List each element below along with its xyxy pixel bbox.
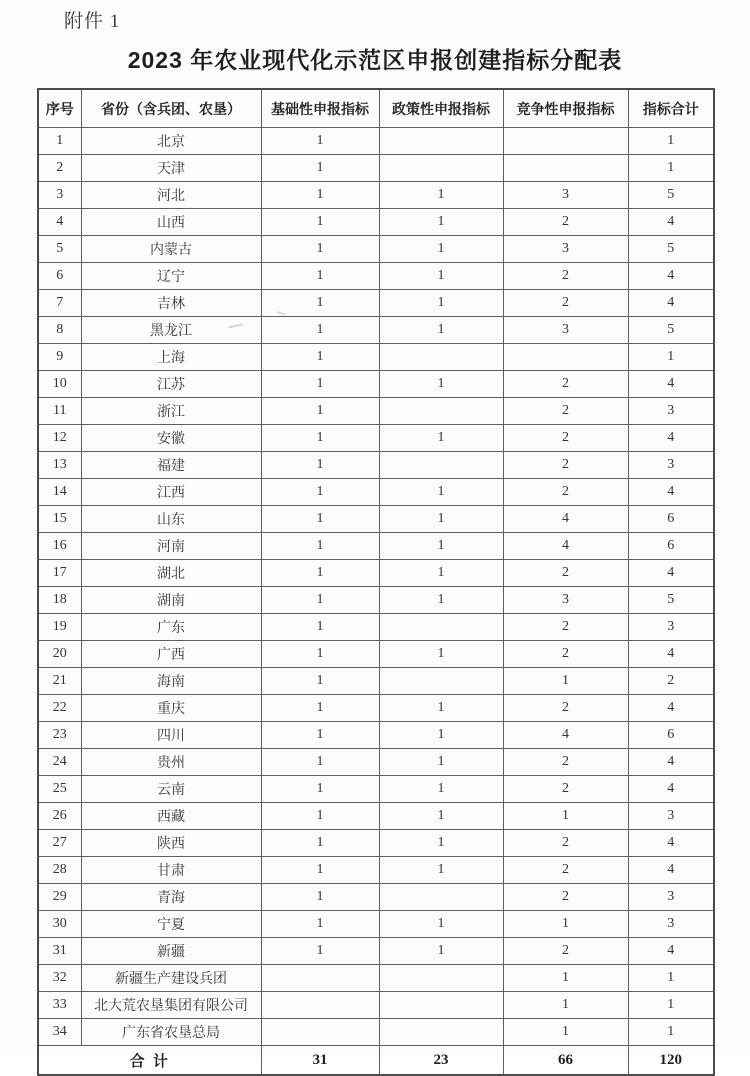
cell-province: 新疆 — [81, 938, 261, 965]
cell-policy: 1 — [379, 587, 503, 614]
cell-basic: 1 — [261, 749, 379, 776]
cell-competitive: 2 — [503, 938, 628, 965]
table-row — [38, 344, 714, 371]
cell-province: 江苏 — [81, 371, 261, 398]
cell-policy: 1 — [379, 938, 503, 965]
cell-index: 30 — [38, 911, 81, 938]
header-row — [38, 89, 714, 128]
cell-policy — [379, 965, 503, 992]
table-row — [38, 209, 714, 236]
cell-competitive: 2 — [503, 857, 628, 884]
cell-province: 河南 — [81, 533, 261, 560]
cell-policy — [379, 614, 503, 641]
cell-index: 6 — [38, 263, 81, 290]
cell-index: 7 — [38, 290, 81, 317]
cell-basic: 1 — [261, 938, 379, 965]
cell-competitive: 2 — [503, 263, 628, 290]
cell-index: 18 — [38, 587, 81, 614]
table-row — [38, 965, 714, 992]
table-row — [38, 884, 714, 911]
cell-competitive: 4 — [503, 533, 628, 560]
cell-province: 贵州 — [81, 749, 261, 776]
cell-province: 江西 — [81, 479, 261, 506]
table-row — [38, 182, 714, 209]
col-header-index: 序号 — [38, 89, 81, 128]
cell-total: 6 — [628, 722, 714, 749]
table-row — [38, 236, 714, 263]
cell-policy: 1 — [379, 506, 503, 533]
cell-index: 19 — [38, 614, 81, 641]
cell-total: 4 — [628, 560, 714, 587]
cell-total: 4 — [628, 857, 714, 884]
cell-province: 湖南 — [81, 587, 261, 614]
cell-policy: 1 — [379, 236, 503, 263]
cell-basic: 1 — [261, 911, 379, 938]
cell-competitive: 2 — [503, 560, 628, 587]
cell-index: 20 — [38, 641, 81, 668]
cell-province: 北大荒农垦集团有限公司 — [81, 992, 261, 1019]
cell-policy — [379, 1019, 503, 1046]
cell-policy: 1 — [379, 560, 503, 587]
cell-total: 4 — [628, 263, 714, 290]
cell-total: 4 — [628, 209, 714, 236]
cell-total: 5 — [628, 182, 714, 209]
col-header-competitive: 竞争性申报指标 — [503, 89, 628, 128]
cell-province: 重庆 — [81, 695, 261, 722]
cell-basic: 1 — [261, 182, 379, 209]
cell-competitive: 1 — [503, 668, 628, 695]
cell-total: 4 — [628, 479, 714, 506]
cell-province: 浙江 — [81, 398, 261, 425]
cell-competitive: 2 — [503, 398, 628, 425]
table-row — [38, 587, 714, 614]
cell-basic — [261, 1019, 379, 1046]
table-row — [38, 668, 714, 695]
cell-competitive: 2 — [503, 776, 628, 803]
cell-policy: 1 — [379, 722, 503, 749]
cell-index: 3 — [38, 182, 81, 209]
cell-basic: 1 — [261, 641, 379, 668]
cell-policy — [379, 155, 503, 182]
table-row — [38, 614, 714, 641]
cell-policy: 1 — [379, 371, 503, 398]
cell-policy — [379, 344, 503, 371]
cell-total: 4 — [628, 425, 714, 452]
cell-basic: 1 — [261, 776, 379, 803]
table-row — [38, 776, 714, 803]
cell-policy: 1 — [379, 803, 503, 830]
table-row — [38, 830, 714, 857]
cell-total: 2 — [628, 668, 714, 695]
cell-index: 31 — [38, 938, 81, 965]
cell-province: 广西 — [81, 641, 261, 668]
table-row — [38, 506, 714, 533]
table-row — [38, 641, 714, 668]
cell-policy — [379, 398, 503, 425]
cell-competitive — [503, 128, 628, 155]
cell-competitive: 2 — [503, 371, 628, 398]
cell-policy: 1 — [379, 425, 503, 452]
cell-total: 4 — [628, 938, 714, 965]
table-row — [38, 749, 714, 776]
cell-policy — [379, 668, 503, 695]
table-row — [38, 425, 714, 452]
cell-competitive: 3 — [503, 182, 628, 209]
cell-index: 23 — [38, 722, 81, 749]
table-row — [38, 695, 714, 722]
cell-province: 山西 — [81, 209, 261, 236]
cell-index: 34 — [38, 1019, 81, 1046]
cell-competitive: 2 — [503, 209, 628, 236]
cell-basic: 1 — [261, 614, 379, 641]
cell-index: 26 — [38, 803, 81, 830]
table-row — [38, 560, 714, 587]
cell-total: 5 — [628, 317, 714, 344]
table-body — [38, 128, 714, 1076]
cell-basic: 1 — [261, 425, 379, 452]
cell-index: 8 — [38, 317, 81, 344]
cell-index: 29 — [38, 884, 81, 911]
cell-index: 9 — [38, 344, 81, 371]
cell-competitive: 3 — [503, 236, 628, 263]
cell-province: 北京 — [81, 128, 261, 155]
cell-index: 32 — [38, 965, 81, 992]
cell-province: 河北 — [81, 182, 261, 209]
cell-index: 2 — [38, 155, 81, 182]
table-row — [38, 263, 714, 290]
cell-total: 3 — [628, 398, 714, 425]
cell-basic — [261, 992, 379, 1019]
cell-competitive: 2 — [503, 290, 628, 317]
col-header-basic: 基础性申报指标 — [261, 89, 379, 128]
cell-province: 天津 — [81, 155, 261, 182]
cell-policy: 1 — [379, 533, 503, 560]
cell-province: 黑龙江 — [81, 317, 261, 344]
cell-total: 3 — [628, 803, 714, 830]
cell-basic: 1 — [261, 317, 379, 344]
cell-index: 10 — [38, 371, 81, 398]
table-row — [38, 479, 714, 506]
cell-province: 海南 — [81, 668, 261, 695]
table-row — [38, 938, 714, 965]
total-value-policy: 23 — [379, 1046, 503, 1076]
table-row — [38, 911, 714, 938]
cell-total: 1 — [628, 965, 714, 992]
table-row — [38, 803, 714, 830]
cell-policy: 1 — [379, 290, 503, 317]
cell-total: 5 — [628, 236, 714, 263]
cell-competitive: 1 — [503, 965, 628, 992]
table-row — [38, 155, 714, 182]
attachment-label: 附件 1 — [64, 11, 121, 32]
cell-total: 1 — [628, 1019, 714, 1046]
cell-index: 27 — [38, 830, 81, 857]
cell-province: 吉林 — [81, 290, 261, 317]
cell-basic: 1 — [261, 290, 379, 317]
cell-policy: 1 — [379, 182, 503, 209]
cell-total: 6 — [628, 533, 714, 560]
cell-competitive: 4 — [503, 506, 628, 533]
cell-basic: 1 — [261, 533, 379, 560]
cell-policy: 1 — [379, 317, 503, 344]
cell-total: 4 — [628, 749, 714, 776]
cell-competitive: 2 — [503, 830, 628, 857]
cell-competitive: 1 — [503, 1019, 628, 1046]
cell-policy — [379, 452, 503, 479]
cell-total: 4 — [628, 290, 714, 317]
cell-competitive: 2 — [503, 452, 628, 479]
cell-policy — [379, 128, 503, 155]
cell-competitive: 1 — [503, 803, 628, 830]
cell-basic: 1 — [261, 803, 379, 830]
table-row — [38, 1019, 714, 1046]
cell-province: 广东省农垦总局 — [81, 1019, 261, 1046]
cell-policy: 1 — [379, 479, 503, 506]
cell-province: 上海 — [81, 344, 261, 371]
table-row — [38, 533, 714, 560]
cell-total: 4 — [628, 371, 714, 398]
total-value-competitive: 66 — [503, 1046, 628, 1076]
cell-index: 14 — [38, 479, 81, 506]
cell-policy: 1 — [379, 776, 503, 803]
cell-competitive: 2 — [503, 695, 628, 722]
cell-competitive — [503, 344, 628, 371]
cell-policy: 1 — [379, 263, 503, 290]
cell-competitive: 2 — [503, 884, 628, 911]
cell-policy: 1 — [379, 749, 503, 776]
cell-index: 17 — [38, 560, 81, 587]
cell-basic: 1 — [261, 857, 379, 884]
cell-total: 1 — [628, 344, 714, 371]
cell-policy: 1 — [379, 641, 503, 668]
table-row — [38, 857, 714, 884]
cell-competitive: 2 — [503, 641, 628, 668]
cell-basic: 1 — [261, 587, 379, 614]
cell-index: 1 — [38, 128, 81, 155]
cell-index: 21 — [38, 668, 81, 695]
allocation-table — [37, 88, 715, 1076]
cell-index: 12 — [38, 425, 81, 452]
cell-basic: 1 — [261, 209, 379, 236]
cell-basic: 1 — [261, 371, 379, 398]
cell-basic: 1 — [261, 398, 379, 425]
cell-basic: 1 — [261, 452, 379, 479]
cell-index: 11 — [38, 398, 81, 425]
cell-province: 宁夏 — [81, 911, 261, 938]
cell-policy: 1 — [379, 209, 503, 236]
cell-province: 山东 — [81, 506, 261, 533]
cell-competitive: 2 — [503, 614, 628, 641]
cell-policy: 1 — [379, 911, 503, 938]
cell-basic: 1 — [261, 506, 379, 533]
total-label: 合 计 — [38, 1046, 261, 1076]
cell-competitive: 3 — [503, 587, 628, 614]
table-row — [38, 992, 714, 1019]
cell-basic: 1 — [261, 263, 379, 290]
cell-province: 内蒙古 — [81, 236, 261, 263]
cell-competitive: 2 — [503, 749, 628, 776]
cell-total: 4 — [628, 776, 714, 803]
cell-basic: 1 — [261, 722, 379, 749]
cell-total: 6 — [628, 506, 714, 533]
cell-province: 安徽 — [81, 425, 261, 452]
table-row — [38, 398, 714, 425]
cell-province: 辽宁 — [81, 263, 261, 290]
cell-index: 13 — [38, 452, 81, 479]
cell-basic: 1 — [261, 560, 379, 587]
cell-index: 33 — [38, 992, 81, 1019]
cell-basic: 1 — [261, 344, 379, 371]
cell-basic: 1 — [261, 128, 379, 155]
cell-competitive — [503, 155, 628, 182]
cell-index: 5 — [38, 236, 81, 263]
cell-province: 西藏 — [81, 803, 261, 830]
cell-basic: 1 — [261, 668, 379, 695]
table-row — [38, 371, 714, 398]
cell-policy: 1 — [379, 830, 503, 857]
cell-basic — [261, 965, 379, 992]
cell-policy: 1 — [379, 857, 503, 884]
cell-index: 28 — [38, 857, 81, 884]
cell-total: 5 — [628, 587, 714, 614]
cell-total: 4 — [628, 641, 714, 668]
cell-total: 1 — [628, 155, 714, 182]
table-row — [38, 452, 714, 479]
cell-total: 1 — [628, 128, 714, 155]
table-row — [38, 290, 714, 317]
cell-total: 4 — [628, 695, 714, 722]
cell-basic: 1 — [261, 479, 379, 506]
page-title: 2023 年农业现代化示范区申报创建指标分配表 — [127, 47, 623, 73]
cell-index: 25 — [38, 776, 81, 803]
cell-basic: 1 — [261, 695, 379, 722]
cell-total: 3 — [628, 884, 714, 911]
cell-competitive: 1 — [503, 911, 628, 938]
cell-policy — [379, 992, 503, 1019]
cell-index: 4 — [38, 209, 81, 236]
cell-basic: 1 — [261, 155, 379, 182]
cell-policy: 1 — [379, 695, 503, 722]
cell-policy — [379, 884, 503, 911]
total-value-total: 120 — [628, 1046, 714, 1076]
total-row — [38, 1046, 714, 1076]
col-header-total: 指标合计 — [628, 89, 714, 128]
col-header-policy: 政策性申报指标 — [379, 89, 503, 128]
cell-competitive: 1 — [503, 992, 628, 1019]
cell-province: 甘肃 — [81, 857, 261, 884]
cell-province: 福建 — [81, 452, 261, 479]
cell-total: 4 — [628, 830, 714, 857]
cell-competitive: 2 — [503, 425, 628, 452]
cell-basic: 1 — [261, 830, 379, 857]
cell-province: 湖北 — [81, 560, 261, 587]
cell-competitive: 2 — [503, 479, 628, 506]
cell-index: 22 — [38, 695, 81, 722]
table-row — [38, 722, 714, 749]
cell-total: 3 — [628, 452, 714, 479]
cell-total: 3 — [628, 614, 714, 641]
cell-basic: 1 — [261, 236, 379, 263]
cell-province: 广东 — [81, 614, 261, 641]
cell-province: 云南 — [81, 776, 261, 803]
cell-index: 16 — [38, 533, 81, 560]
cell-total: 3 — [628, 911, 714, 938]
cell-province: 陕西 — [81, 830, 261, 857]
col-header-province: 省份（含兵团、农垦） — [81, 89, 261, 128]
cell-basic: 1 — [261, 884, 379, 911]
total-value-basic: 31 — [261, 1046, 379, 1076]
cell-province: 四川 — [81, 722, 261, 749]
cell-total: 1 — [628, 992, 714, 1019]
cell-competitive: 3 — [503, 317, 628, 344]
cell-province: 青海 — [81, 884, 261, 911]
table-row — [38, 317, 714, 344]
cell-competitive: 4 — [503, 722, 628, 749]
cell-province: 新疆生产建设兵团 — [81, 965, 261, 992]
cell-index: 24 — [38, 749, 81, 776]
cell-index: 15 — [38, 506, 81, 533]
table-row — [38, 128, 714, 155]
